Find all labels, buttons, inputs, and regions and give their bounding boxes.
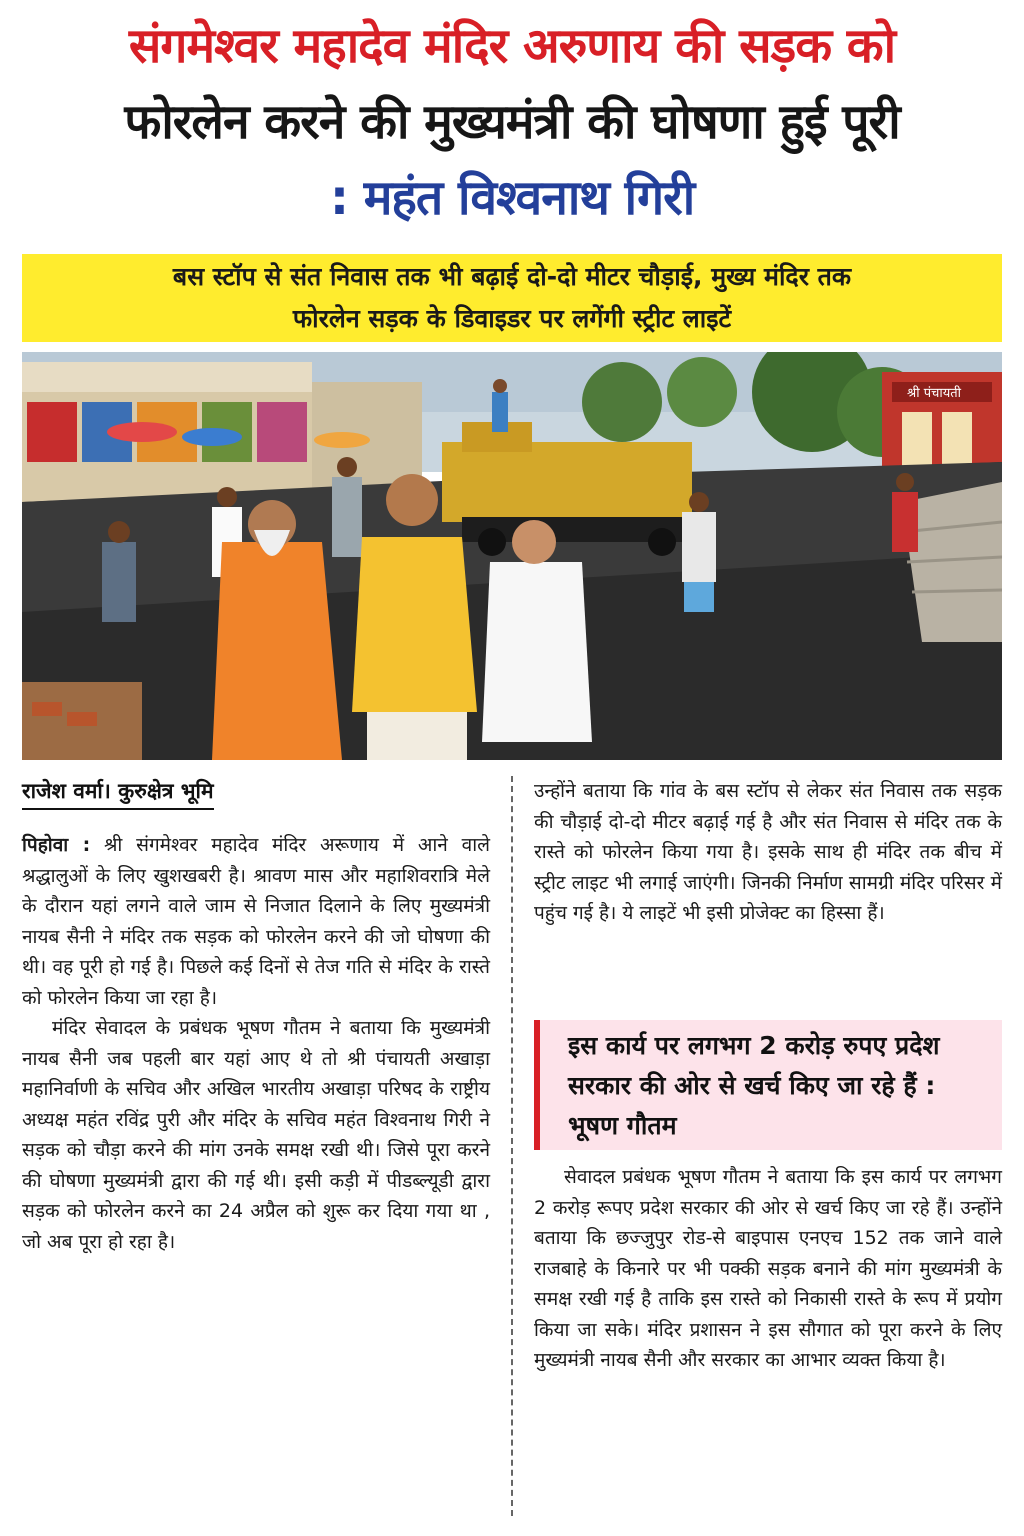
headline-line-3: : महंत विश्वनाथ गिरी: [329, 170, 695, 226]
headline-line-2: फोरलेन करने की मुख्यमंत्री की घोषणा हुई पूरी: [124, 94, 900, 150]
article-right-column: [534, 776, 1002, 929]
pull-quote: इस कार्य पर लगभग 2 करोड़ रुपए प्रदेश सरकार की ओर से खर्च किए जा रहे हैं : भूषण गौतम: [534, 1020, 1002, 1150]
column-divider: [511, 776, 513, 1516]
article-paragraph-3: उन्होंने बताया कि गांव के बस स्टॉप से लेकर संत निवास तक सड़क की चौड़ाई दो-दो मीटर बढ़ाई गई है और संत निवास से मंदिर तक के रास्ते को फोरलेन किया गया है। इसके साथ ही मंदिर तक बीच में स्ट्रीट लाइट भी लगाई जाएंगी। जिनकी निर्माण सामग्री मंदिर परिसर में पहुंच गई है। ये लाइटें भी इसी प्रोजेक्ट का हिस्सा हैं।: [534, 780, 1002, 924]
article-right-column-lower: [534, 1162, 1002, 1376]
paragraph-1-text: श्री संगमेश्वर महादेव मंदिर अरूणाय में आने वाले श्रद्धालुओं के लिए खुशखबरी है। श्रावण मास और महाशिवरात्रि मेले के दौरान यहां लगने वाले जाम से निजात दिलाने के लिए मुख्यमंत्री नायब सैनी ने मंदिर तक सड़क को फोरलेन करने की जो घोषणा की थी। वह पूरी हो गई है। पिछले कई दिनों से तेज गति से मंदिर के रास्ते को फोरलेन किया जा रहा है।: [22, 834, 490, 1009]
headline: [0, 8, 1024, 236]
headline-line-1: संगमेश्वर महादेव मंदिर अरुणाय की सड़क को: [128, 18, 896, 74]
article-paragraph-2: मंदिर सेवादल के प्रबंधक भूषण गौतम ने बताया कि मुख्यमंत्री नायब सैनी जब पहली बार यहां आए थे तो श्री पंचायती अखाड़ा महानिर्वाणी के सचिव और अखिल भारतीय अखाड़ा परिषद के राष्ट्रीय अध्यक्ष महंत रविंद्र पुरी और मंदिर के सचिव महंत विश्वनाथ गिरी ने सड़क को चौड़ा करने की मांग उनके समक्ष रखी थी। जिसे पूरा करने की घोषणा मुख्यमंत्री द्वारा की गई थी। इसी कड़ी में पीडब्ल्यूडी द्वारा सड़क को फोरलेन करने का 24 अप्रैल को शुरू कर दिया गया था , जो अब पूरा हो रहा है।: [22, 1017, 490, 1253]
byline: राजेश वर्मा। कुरुक्षेत्र भूमि: [22, 776, 214, 810]
subheadline-line-1: बस स्टॉप से संत निवास तक भी बढ़ाई दो-दो मीटर चौड़ाई, मुख्य मंदिर तक: [172, 262, 852, 291]
article-left-column: [22, 830, 490, 1257]
article-paragraph-1: [22, 830, 490, 1013]
news-photo: [22, 352, 1002, 760]
subheadline-line-2: फोरलेन सड़क के डिवाइडर पर लगेंगी स्ट्रीट लाइटें: [292, 304, 732, 333]
article-paragraph-4: सेवादल प्रबंधक भूषण गौतम ने बताया कि इस कार्य पर लगभग 2 करोड़ रूपए प्रदेश सरकार की ओर से खर्च किए जा रहे हैं। उन्होंने बताया कि छज्जुपुर रोड-से बाइपास एनएच 152 तक जाने वाले राजबाहे के किनारे पर भी पक्की सड़क बनाने की मांग मुख्यमंत्री के समक्ष रखी गई है ताकि इस रास्ते को निकासी रास्ते के रूप में प्रयोग किया जा सके। मंदिर प्रशासन ने इस सौगात को पूरा करने के लिए मुख्यमंत्री नायब सैनी और सरकार का आभार व्यक्त किया है।: [534, 1166, 1002, 1371]
dateline: पिहोवा :: [22, 834, 91, 856]
road-construction-photo: [22, 352, 1002, 760]
temple-sign-text: श्री पंचायती: [907, 386, 962, 401]
subheadline-bar: [22, 254, 1002, 342]
